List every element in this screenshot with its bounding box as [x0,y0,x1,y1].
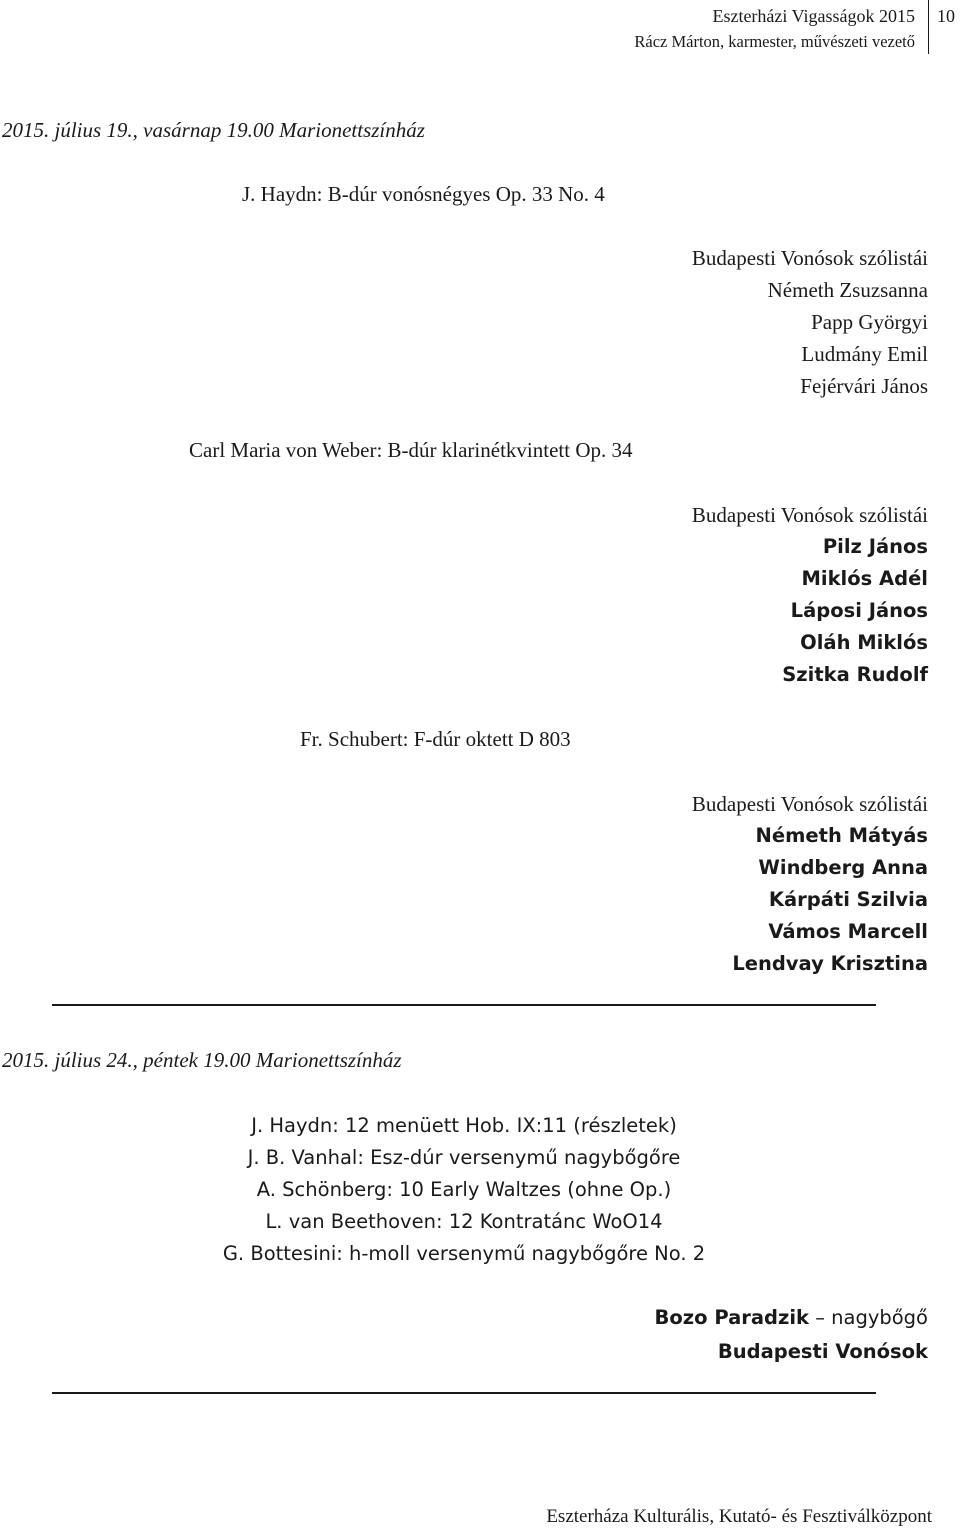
piece2-performer: Láposi János [790,599,928,622]
section-divider [52,1392,876,1394]
concert2-date-venue: 2015. július 24., péntek 19.00 Marionettszínház [2,1048,402,1072]
piece3-performer: Lendvay Krisztina [732,952,928,975]
program-item: A. Schönberg: 10 Early Waltzes (ohne Op.) [256,1178,672,1201]
piece2-performer: Miklós Adél [801,567,928,590]
header-divider [928,0,929,54]
piece3-performer: Németh Mátyás [755,824,928,847]
piece1-performer: Papp Györgyi [811,310,928,334]
piece3-performer: Vámos Marcell [768,920,928,943]
program-item: J. Haydn: 12 menüett Hob. IX:11 (részletek) [251,1114,677,1137]
soloist-role: – nagybőgő [809,1306,928,1329]
piece2-ensemble: Budapesti Vonósok szólistái [691,503,928,527]
piece3-ensemble: Budapesti Vonósok szólistái [691,792,928,816]
piece3-performers [692,788,928,980]
piece1-ensemble: Budapesti Vonósok szólistái [691,246,928,270]
concert2-ensemble: Budapesti Vonósok [717,1340,928,1363]
header-subtitle: Rácz Márton, karmester, művészeti vezető [634,32,915,51]
piece1-title: J. Haydn: B-dúr vonósnégyes Op. 33 No. 4 [242,182,605,206]
concert2-program [150,1110,778,1270]
page-number: 10 [937,6,955,26]
section-divider [52,1004,876,1006]
soloist-name: Bozo Paradzik [654,1306,809,1329]
program-item: J. B. Vanhal: Esz-dúr versenymű nagybőgőre [247,1146,681,1169]
concert1-date-venue: 2015. július 19., vasárnap 19.00 Marionettszínház [2,118,425,142]
piece2-performer: Pilz János [822,535,928,558]
piece2-title: Carl Maria von Weber: B-dúr klarinétkvintett Op. 34 [189,438,633,462]
footer-text: Eszterháza Kulturális, Kutató- és Fesztiválközpont [546,1506,932,1527]
piece2-performers [692,499,928,691]
piece2-performer: Oláh Miklós [800,631,928,654]
piece1-performers [692,242,928,402]
program-item: G. Bottesini: h-moll versenymű nagybőgőre No. 2 [222,1242,706,1265]
concert2-performers [655,1302,928,1368]
piece3-performer: Windberg Anna [758,856,928,879]
program-item: L. van Beethoven: 12 Kontratánc WoO14 [265,1210,663,1233]
soloist-line [655,1302,928,1336]
piece3-performer: Kárpáti Szilvia [768,888,928,911]
piece1-performer: Németh Zsuzsanna [767,278,928,302]
piece2-performer: Szitka Rudolf [782,663,928,686]
piece3-title: Fr. Schubert: F-dúr oktett D 803 [300,727,571,751]
header-title: Eszterházi Vigasságok 2015 [712,6,915,26]
piece1-performer: Fejérvári János [800,374,928,398]
piece1-performer: Ludmány Emil [801,342,928,366]
